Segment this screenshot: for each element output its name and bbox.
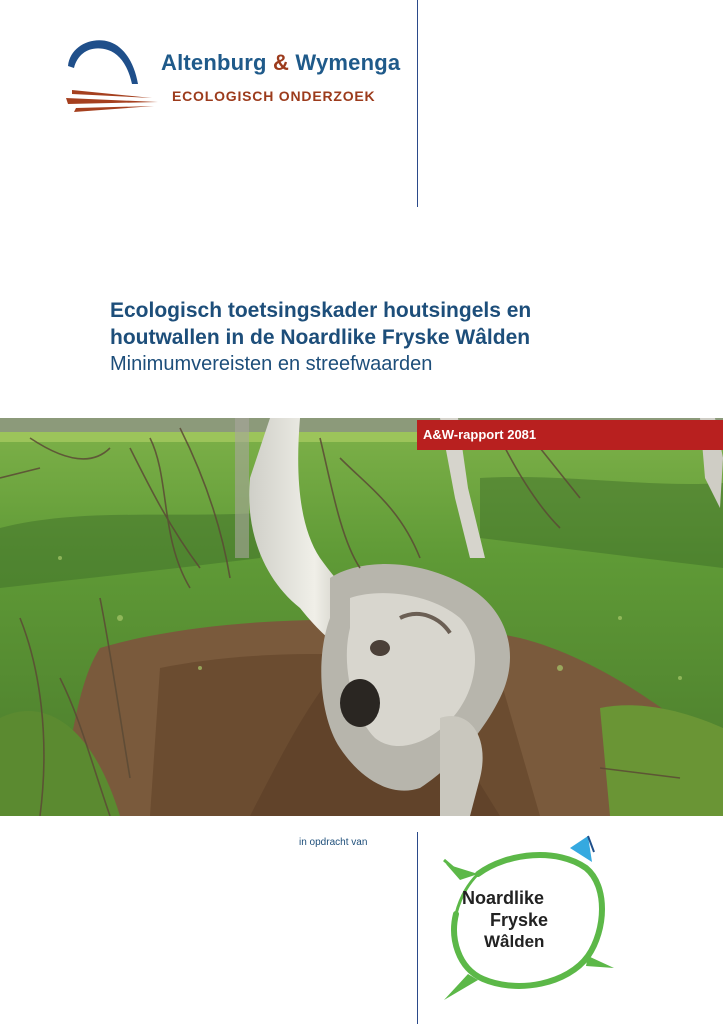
report-title-block (110, 297, 710, 377)
company-ampersand: & (273, 50, 290, 75)
divider-line-bottom (417, 832, 418, 1024)
company-name-part1: Altenburg (161, 50, 267, 75)
cover-photo (0, 418, 723, 816)
client-logo-line3: Wâlden (484, 932, 545, 951)
report-number-badge: A&W-rapport 2081 (417, 420, 723, 450)
company-logo (62, 36, 402, 116)
company-name (161, 50, 400, 76)
client-logo-line1: Noardlike (462, 888, 545, 908)
commission-label: in opdracht van (299, 837, 368, 848)
client-logo (438, 834, 618, 1004)
divider-line-top (417, 0, 418, 207)
company-name-part2: Wymenga (295, 50, 401, 75)
company-tagline: ECOLOGISCH ONDERZOEK (172, 88, 376, 104)
report-title-line1: Ecologisch toetsingskader houtsingels en (110, 299, 532, 322)
client-logo-line2: Fryske (490, 910, 549, 930)
report-subtitle: Minimumvereisten en streefwaarden (110, 353, 433, 375)
report-title-line2: houtwallen in de Noardlike Fryske Wâlden (110, 326, 531, 349)
company-logo-mark-icon (62, 36, 162, 114)
